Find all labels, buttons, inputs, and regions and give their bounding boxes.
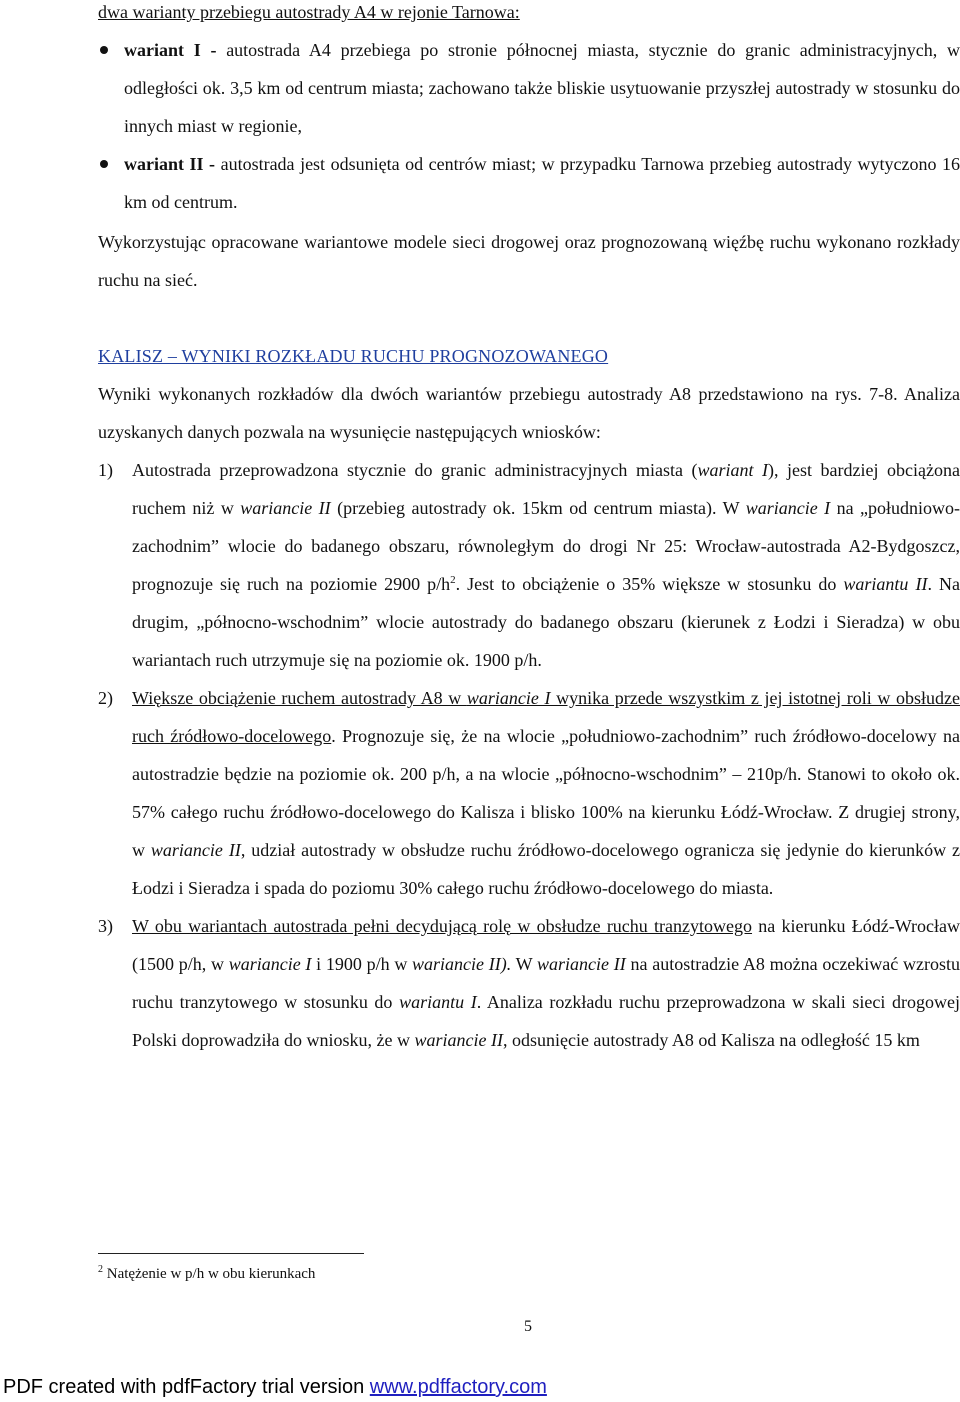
item-number: 3) bbox=[98, 916, 113, 936]
pdffactory-link[interactable]: www.pdffactory.com bbox=[369, 1376, 547, 1398]
paragraph-results-intro: Wyniki wykonanych rozkładów dla dwóch wariantów przebiegu autostrady A8 przedstawiono na rys. 7-8. Analiza uzyskanych danych pozwala na wysunięcie następujących wniosków: bbox=[98, 384, 960, 442]
text-run: (przebieg autostrady ok. 15km od centrum miasta). W bbox=[330, 498, 746, 518]
footnote-text: Natężenie w p/h w obu kierunkach bbox=[106, 1266, 316, 1282]
variant-bullet-list bbox=[98, 31, 960, 221]
bullet-label: wariant I - bbox=[124, 40, 217, 60]
text-run: i 1900 p/h w bbox=[311, 954, 413, 974]
bullet-label: wariant II - bbox=[124, 154, 216, 174]
italic-run: wariancie II). bbox=[412, 954, 512, 974]
conclusion-item-1 bbox=[98, 451, 960, 679]
text-run: na kierunku Łódź-Wrocław (1500 p/h, w bbox=[132, 916, 960, 974]
text-run: W bbox=[511, 954, 538, 974]
footnote-number: 2 bbox=[98, 1264, 103, 1275]
text-run: na autostradzie A8 można oczekiwać wzrostu ruchu tranzytowego w stosunku do bbox=[132, 954, 960, 1012]
item-number: 1) bbox=[98, 460, 113, 480]
bullet-text: autostrada jest odsunięta od centrów miast; w przypadku Tarnowa przebieg autostrady wytyczono 16 km od centrum. bbox=[124, 154, 960, 212]
conclusion-item-3 bbox=[98, 907, 960, 1059]
footnote bbox=[98, 1263, 315, 1285]
underlined-run: W obu wariantach autostrada pełni decydującą rolę w obsłudze ruchu tranzytowego bbox=[132, 916, 753, 936]
italic-run: wariancie II bbox=[240, 498, 331, 518]
italic-run: wariantu I bbox=[399, 992, 477, 1012]
page-number: 5 bbox=[524, 1318, 532, 1335]
section-heading: KALISZ – WYNIKI ROZKŁADU RUCHU PROGNOZOWANEGO bbox=[98, 346, 609, 366]
italic-run: wariantu II bbox=[843, 574, 928, 594]
bullet-variant-2 bbox=[98, 145, 960, 221]
italic-run: wariancie I bbox=[745, 498, 831, 518]
italic-run: wariancie II bbox=[537, 954, 626, 974]
italic-run: wariant I bbox=[697, 460, 768, 480]
text-run: Autostrada przeprowadzona stycznie do granic administracyjnych miasta ( bbox=[132, 460, 698, 480]
text-run: . Na drugim, „północno-wschodnim” wlocie autostrady do badanego obszaru (kierunek z Łodzi i Sieradza) w obu wariantach ruch utrzymuje się na poziomie ok. 1900 p/h. bbox=[132, 574, 960, 670]
banner-text: PDF created with pdfFactory trial version bbox=[3, 1376, 370, 1398]
footnote-ref[interactable]: 2 bbox=[450, 574, 456, 586]
text-run: , udział autostrady w obsłudze ruchu źródłowo-docelowego ogranicza się jedynie do kierunków z Łodzi i Sieradza i spada do poziomu 30% całego ruchu źródłowo-docelowego do miasta. bbox=[132, 840, 960, 898]
text-run: . Jest to obciążenie o 35% większe w stosunku do bbox=[455, 574, 844, 594]
pdf-banner bbox=[3, 1375, 547, 1399]
item-number: 2) bbox=[98, 688, 113, 708]
paragraph-traffic-model: Wykorzystując opracowane wariantowe modele sieci drogowej oraz prognozowaną więźbę ruchu wykonano rozkłady ruchu na sieć. bbox=[98, 232, 960, 290]
conclusion-item-2 bbox=[98, 679, 960, 907]
underlined-italic-run: wariancie I bbox=[466, 688, 551, 708]
underlined-run: wynika przede wszystkim z jej istotnej roli w obsłudze ruch źródłowo-docelowego bbox=[132, 688, 960, 746]
italic-run: wariancie II bbox=[150, 840, 241, 860]
bullet-variant-1 bbox=[98, 31, 960, 145]
intro-text: dwa warianty przebiegu autostrady A4 w rejonie Tarnowa: bbox=[98, 2, 520, 22]
italic-run: wariancie II bbox=[414, 1030, 503, 1050]
text-run: , odsunięcie autostrady A8 od Kalisza na odległość 15 km bbox=[502, 1030, 920, 1050]
italic-run: wariancie I bbox=[228, 954, 312, 974]
bullet-text: autostrada A4 przebiega po stronie północnej miasta, stycznie do granic administracyjnych, w odległości ok. 3,5 km od centrum miasta; zachowano także bliskie usytuowanie przyszłej autostrady w stosunku do innych miast w regionie, bbox=[124, 40, 960, 136]
conclusions-list bbox=[98, 451, 960, 1059]
text-run: . Prognozuje się, że na wlocie „południowo-zachodnim” ruch źródłowo-docelowy na autostradzie będzie na poziomie ok. 200 p/h, a na wlocie „północno-wschodnim” – 210p/h. Stanowi to około ok. 57% całego ruchu źródłowo-docelowego do Kalisza i blisko 100% na kierunku Łódź-Wrocław. Z drugiej strony, w bbox=[132, 726, 960, 860]
text-run: na „południowo-zachodnim” wlocie do badanego obszaru, równoległym do drogi Nr 25: Wrocław-autostrada A2-Bydgoszcz, prognozuje się ruch na poziomie 2900 p/h bbox=[132, 498, 960, 594]
text-run: ), jest bardziej obciążona ruchem niż w bbox=[132, 460, 960, 518]
underlined-run: Większe obciążenie ruchem autostrady A8 w bbox=[132, 688, 467, 708]
intro-line bbox=[98, 0, 960, 24]
footnote-separator bbox=[98, 1253, 364, 1254]
text-run: . Analiza rozkładu ruchu przeprowadzona w skali sieci drogowej Polski doprowadziła do wniosku, że w bbox=[132, 992, 960, 1050]
